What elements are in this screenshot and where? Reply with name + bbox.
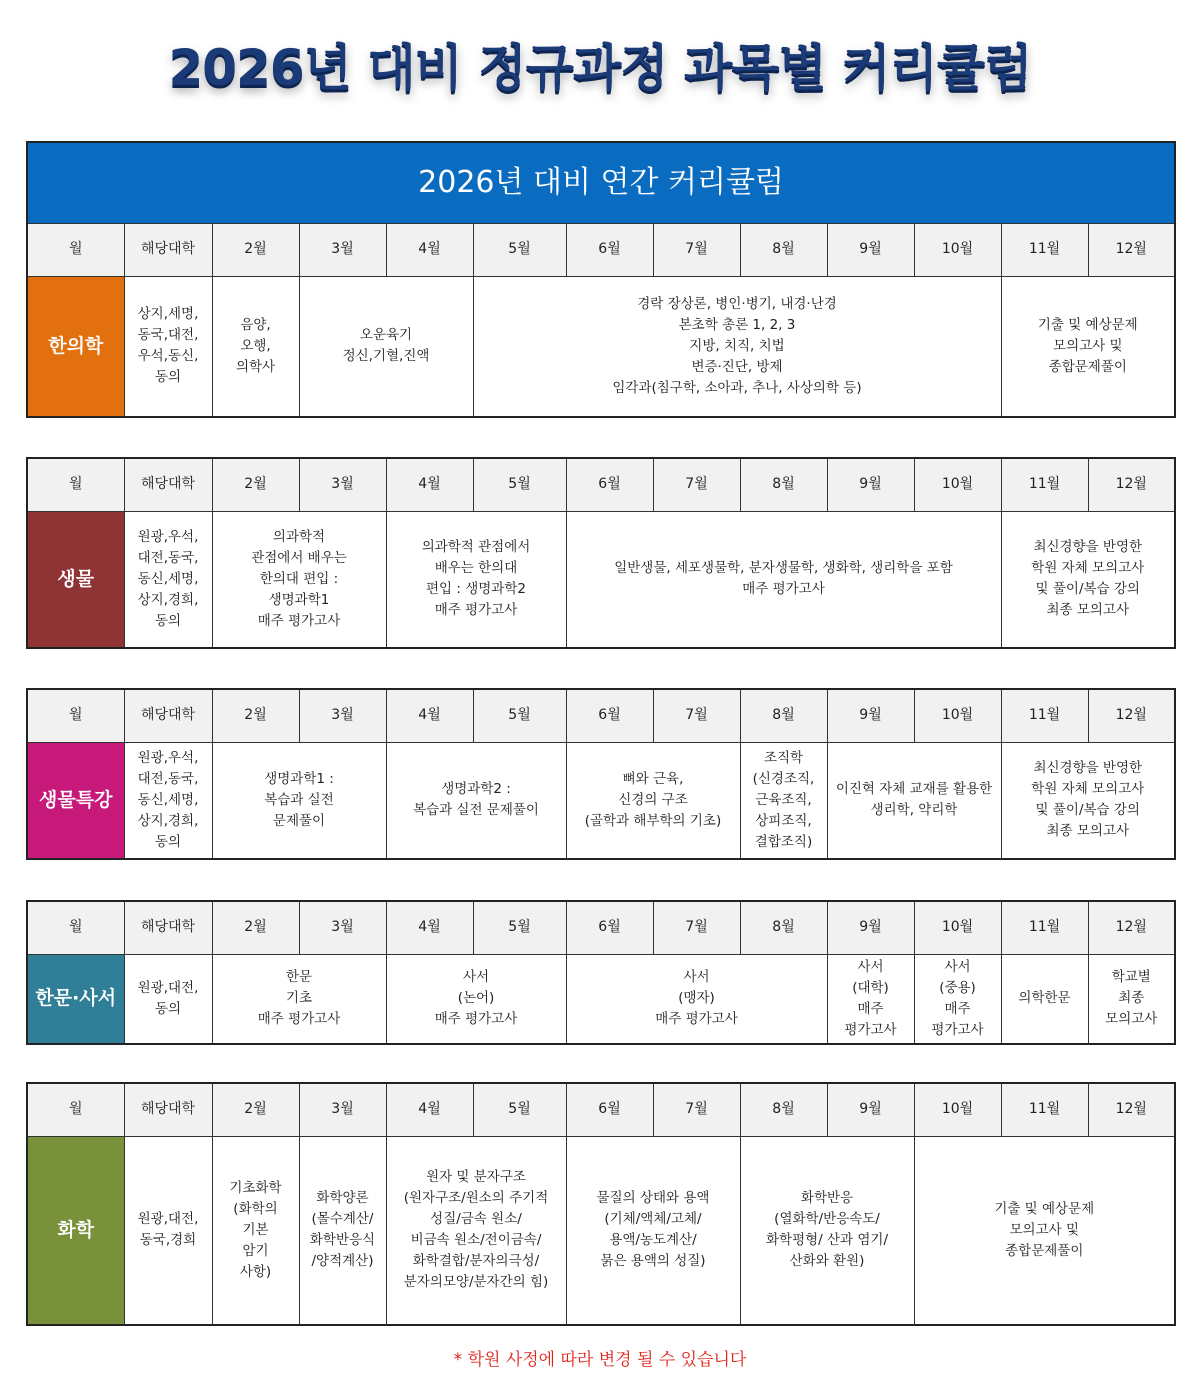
course-cell: 조직학 (신경조직, 근육조직, 상피조직, 결합조직) bbox=[740, 743, 827, 859]
course-cell: 사서 (논어) 매주 평가고사 bbox=[386, 955, 566, 1044]
banner-row bbox=[27, 142, 1175, 224]
subject-row bbox=[27, 1137, 1175, 1325]
header-month-cell: 8월 bbox=[740, 1083, 827, 1137]
header-month-cell: 5월 bbox=[473, 1083, 566, 1137]
header-month-cell: 10월 bbox=[914, 458, 1001, 512]
curriculum-table-saengmul-special bbox=[26, 688, 1176, 860]
header-month-cell: 3월 bbox=[299, 458, 386, 512]
header-month-cell: 4월 bbox=[386, 1083, 473, 1137]
header-month-cell: 3월 bbox=[299, 901, 386, 955]
header-month-cell: 9월 bbox=[827, 1083, 914, 1137]
header-row bbox=[27, 901, 1175, 955]
course-cell: 기출 및 예상문제 모의고사 및 종합문제풀이 bbox=[1001, 277, 1175, 417]
header-row bbox=[27, 458, 1175, 512]
banner-title: 2026년 대비 연간 커리큘럼 bbox=[27, 142, 1175, 224]
subject-row bbox=[27, 277, 1175, 417]
header-month-cell: 9월 bbox=[827, 689, 914, 743]
univ-cell: 원광,대전, 동의 bbox=[124, 955, 212, 1044]
header-month-cell: 5월 bbox=[473, 224, 566, 277]
univ-cell: 원광,우석, 대전,동국, 동신,세명, 상지,경희, 동의 bbox=[124, 743, 212, 859]
header-month-cell: 2월 bbox=[212, 458, 299, 512]
header-month-cell: 10월 bbox=[914, 1083, 1001, 1137]
header-month-cell: 10월 bbox=[914, 901, 1001, 955]
subject-row bbox=[27, 512, 1175, 648]
header-month-cell: 7월 bbox=[653, 689, 740, 743]
header-month: 월 bbox=[27, 224, 124, 277]
header-month: 월 bbox=[27, 689, 124, 743]
header-row bbox=[27, 1083, 1175, 1137]
header-month-cell: 7월 bbox=[653, 458, 740, 512]
course-cell: 경락 장상론, 병인·병기, 내경·난경 본초학 총론 1, 2, 3 지방, 치직, 치법 변증·진단, 방제 임각과(침구학, 소아과, 추나, 사상의학 등) bbox=[473, 277, 1001, 417]
header-month-cell: 4월 bbox=[386, 458, 473, 512]
header-month-cell: 5월 bbox=[473, 458, 566, 512]
subject-label: 생물 bbox=[27, 512, 124, 648]
header-month-cell: 9월 bbox=[827, 458, 914, 512]
header-univ: 해당대학 bbox=[124, 689, 212, 743]
header-month-cell: 6월 bbox=[566, 1083, 653, 1137]
header-month-cell: 11월 bbox=[1001, 458, 1088, 512]
header-univ: 해당대학 bbox=[124, 458, 212, 512]
header-month-cell: 6월 bbox=[566, 458, 653, 512]
header-month-cell: 8월 bbox=[740, 689, 827, 743]
header-month-cell: 7월 bbox=[653, 224, 740, 277]
header-month-cell: 4월 bbox=[386, 224, 473, 277]
course-cell: 의학한문 bbox=[1001, 955, 1088, 1044]
course-cell: 화학반응 (열화학/반응속도/ 화학평형/ 산과 염기/ 산화와 환원) bbox=[740, 1137, 914, 1325]
subject-label: 한문·사서 bbox=[27, 955, 124, 1044]
course-cell: 이진혁 자체 교재를 활용한 생리학, 약리학 bbox=[827, 743, 1001, 859]
course-cell: 생명과학1 : 복습과 실전 문제풀이 bbox=[212, 743, 386, 859]
subject-row bbox=[27, 743, 1175, 859]
change-notice: * 학원 사정에 따라 변경 될 수 있습니다 bbox=[453, 1350, 747, 1370]
univ-cell: 상지,세명, 동국,대전, 우석,동신, 동의 bbox=[124, 277, 212, 417]
header-month-cell: 5월 bbox=[473, 901, 566, 955]
curriculum-table-hanuihak bbox=[26, 141, 1176, 418]
course-cell: 의과학적 관점에서 배우는 한의대 편입 : 생명과학2 매주 평가고사 bbox=[386, 512, 566, 648]
header-month-cell: 6월 bbox=[566, 224, 653, 277]
header-month-cell: 3월 bbox=[299, 1083, 386, 1137]
header-month-cell: 6월 bbox=[566, 689, 653, 743]
header-month-cell: 10월 bbox=[914, 689, 1001, 743]
header-month-cell: 12월 bbox=[1088, 689, 1175, 743]
header-month-cell: 8월 bbox=[740, 224, 827, 277]
course-cell: 화학양론 (몰수계산/ 화학반응식 /양적계산) bbox=[299, 1137, 386, 1325]
header-month-cell: 2월 bbox=[212, 1083, 299, 1137]
header-row bbox=[27, 689, 1175, 743]
course-cell: 물질의 상태와 용액 (기체/액체/고체/ 용액/농도계산/ 묽은 용액의 성질) bbox=[566, 1137, 740, 1325]
course-cell: 기초화학 (화학의 기본 암기 사항) bbox=[212, 1137, 299, 1325]
course-cell: 생명과학2 : 복습과 실전 문제풀이 bbox=[386, 743, 566, 859]
course-cell: 오운육기 정신,기혈,진액 bbox=[299, 277, 473, 417]
header-month-cell: 11월 bbox=[1001, 689, 1088, 743]
header-month-cell: 6월 bbox=[566, 901, 653, 955]
header-month-cell: 2월 bbox=[212, 901, 299, 955]
header-month-cell: 7월 bbox=[653, 901, 740, 955]
header-month-cell: 9월 bbox=[827, 901, 914, 955]
header-month-cell: 11월 bbox=[1001, 901, 1088, 955]
header-month-cell: 4월 bbox=[386, 901, 473, 955]
header-month-cell: 7월 bbox=[653, 1083, 740, 1137]
course-cell: 사서 (대학) 매주 평가고사 bbox=[827, 955, 914, 1044]
subject-label: 화학 bbox=[27, 1137, 124, 1325]
header-month-cell: 2월 bbox=[212, 689, 299, 743]
header-month-cell: 8월 bbox=[740, 458, 827, 512]
course-cell: 사서 (맹자) 매주 평가고사 bbox=[566, 955, 827, 1044]
header-month-cell: 5월 bbox=[473, 689, 566, 743]
header-univ: 해당대학 bbox=[124, 224, 212, 277]
course-cell: 음양, 오행, 의학사 bbox=[212, 277, 299, 417]
header-month: 월 bbox=[27, 901, 124, 955]
course-cell: 일반생물, 세포생물학, 분자생물학, 생화학, 생리학을 포함 매주 평가고사 bbox=[566, 512, 1001, 648]
header-row bbox=[27, 224, 1175, 277]
header-month: 월 bbox=[27, 458, 124, 512]
header-month-cell: 12월 bbox=[1088, 224, 1175, 277]
course-cell: 기출 및 예상문제 모의고사 및 종합문제풀이 bbox=[914, 1137, 1175, 1325]
header-univ: 해당대학 bbox=[124, 901, 212, 955]
header-month: 월 bbox=[27, 1083, 124, 1137]
header-month-cell: 11월 bbox=[1001, 224, 1088, 277]
subject-row bbox=[27, 955, 1175, 1044]
header-month-cell: 12월 bbox=[1088, 458, 1175, 512]
header-month-cell: 2월 bbox=[212, 224, 299, 277]
header-month-cell: 12월 bbox=[1088, 1083, 1175, 1137]
course-cell: 의과학적 관점에서 배우는 한의대 편입 : 생명과학1 매주 평가고사 bbox=[212, 512, 386, 648]
header-month-cell: 9월 bbox=[827, 224, 914, 277]
course-cell: 한문 기초 매주 평가고사 bbox=[212, 955, 386, 1044]
course-cell: 원자 및 분자구조 (원자구조/원소의 주기적 성질/금속 원소/ 비금속 원소/전이금속/ 화학결합/분자의극성/ 분자의모양/분자간의 힘) bbox=[386, 1137, 566, 1325]
curriculum-table-chemistry bbox=[26, 1082, 1176, 1326]
subject-label: 한의학 bbox=[27, 277, 124, 417]
page-title: 2026년 대비 정규과정 과목별 커리큘럼 bbox=[168, 39, 1032, 97]
header-month-cell: 12월 bbox=[1088, 901, 1175, 955]
course-cell: 뼈와 근육, 신경의 구조 (골학과 해부학의 기초) bbox=[566, 743, 740, 859]
univ-cell: 원광,우석, 대전,동국, 동신,세명, 상지,경희, 동의 bbox=[124, 512, 212, 648]
header-month-cell: 4월 bbox=[386, 689, 473, 743]
header-univ: 해당대학 bbox=[124, 1083, 212, 1137]
curriculum-table-hanmun bbox=[26, 900, 1176, 1045]
header-month-cell: 3월 bbox=[299, 689, 386, 743]
header-month-cell: 11월 bbox=[1001, 1083, 1088, 1137]
course-cell: 학교별 최종 모의고사 bbox=[1088, 955, 1175, 1044]
curriculum-table-saengmul bbox=[26, 457, 1176, 649]
header-month-cell: 3월 bbox=[299, 224, 386, 277]
univ-cell: 원광,대전, 동국,경희 bbox=[124, 1137, 212, 1325]
header-month-cell: 10월 bbox=[914, 224, 1001, 277]
course-cell: 최신경향을 반영한 학원 자체 모의고사 및 풀이/복습 강의 최종 모의고사 bbox=[1001, 743, 1175, 859]
course-cell: 최신경향을 반영한 학원 자체 모의고사 및 풀이/복습 강의 최종 모의고사 bbox=[1001, 512, 1175, 648]
subject-label: 생물특강 bbox=[27, 743, 124, 859]
course-cell: 사서 (중용) 매주 평가고사 bbox=[914, 955, 1001, 1044]
header-month-cell: 8월 bbox=[740, 901, 827, 955]
